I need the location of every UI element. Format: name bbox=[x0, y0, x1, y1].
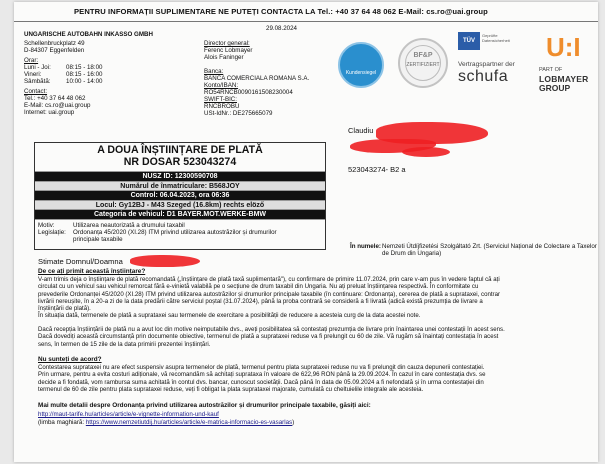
why-line: înștiințării de plată). bbox=[38, 305, 91, 313]
why-line: prevederile Ordonanței 45/2020 (XI.28) ITM privind utilizarea autostrăzilor și drumurilor principale taxabile (în continuare: Ordonanța), cererea de plată a suprataxei, contrar bbox=[38, 290, 501, 298]
customer-seal-label: Kundensiegel bbox=[345, 70, 377, 76]
payment-notice-box bbox=[34, 142, 326, 250]
contact-header bbox=[14, 2, 598, 22]
contact-info-line: PENTRU INFORMAȚII SUPLIMENTARE NE PUTEȚI CONTACTA LA Tel.: +40 37 64 48 062 E-Mail: cs.ro@uai.group bbox=[74, 7, 488, 16]
certified-seal-logo bbox=[398, 38, 448, 88]
hours-time-3: 10:00 - 14:00 bbox=[66, 78, 103, 85]
notice-file-number: NR DOSAR 523043274 bbox=[123, 156, 237, 168]
control-date: Control: 06.04.2023, ora 06:36 bbox=[35, 190, 325, 200]
contest-line: Dacă recepția înștiințării de plată nu a avut loc din motive neimputabile dvs., aveți posibilitatea să contestați prezumția de livrare prin înaintarea unei contestații în acest sens. bbox=[38, 326, 505, 333]
legislation-value-1: Ordonanța 45/2020 (XI.28) ITM privind utilizarea autostrăzilor și drumurilor bbox=[73, 229, 277, 236]
contact-title: Contact: bbox=[24, 88, 48, 95]
director-name-1: Ferenc Lobmayer bbox=[204, 47, 253, 54]
hours-time-1: 08:15 - 18:00 bbox=[66, 64, 103, 71]
hours-title: Orar: bbox=[24, 57, 39, 64]
recipient-name: Claudiu bbox=[348, 126, 374, 135]
partner-label: Vertragspartner der bbox=[458, 61, 515, 68]
why-line: În situația dată, termenele de plată a suprataxei sau termenele de exercitare a posibilității de reducere a acesteia curg de la data acestei note. bbox=[38, 312, 421, 320]
license-plate: Numărul de înmatriculare: B568JOY bbox=[35, 181, 325, 191]
contact-tel: Tel.: +40 37 64 48 062 bbox=[24, 95, 86, 102]
seal-certified: ZERTIFIZIERT bbox=[406, 62, 440, 68]
on-behalf-label: În numele: bbox=[350, 243, 381, 250]
info-link-hu[interactable]: https://www.nemzetiutdij.hu/articles/article/e-matrica-informacio-es-vasarlas bbox=[85, 419, 293, 426]
greeting: Stimate Domnul/Doamna bbox=[38, 257, 123, 266]
swift-value: RNCBROBU bbox=[204, 103, 240, 110]
motiv-value: Utilizarea neautorizată a drumului taxabil bbox=[73, 222, 185, 229]
tuv-subtitle bbox=[482, 33, 510, 43]
on-behalf-text-1: Nemzeti Útdíjfizetési Szolgáltató Zrt. (Serviciul Național de Colectare a Taxelor bbox=[382, 243, 597, 250]
swift-label: SWIFT-BIC: bbox=[204, 96, 237, 103]
hu-close: ) bbox=[292, 419, 295, 426]
control-location: Locul: Gy12BJ - M43 Szeged (16.8km) rechts elöző bbox=[35, 200, 325, 210]
disagree-line: Contestarea suprataxei nu are efect suspensiv asupra termenelor de plată, termenul pentru plata suprataxei reduse nu va fi prelungit din cauza depunerii contestației. bbox=[38, 364, 485, 371]
hours-time-2: 08:15 - 16:00 bbox=[66, 71, 103, 78]
nusz-id: NUSZ ID: 12300590708 bbox=[35, 171, 325, 181]
why-line: circulat cu un vehicul sau vehicul remorcat fără e-vinietă valabilă pe o secțiune de drum taxabil din Ungaria. Nu ați preluat înștiințarea respectivă. În conformitate cu bbox=[38, 283, 479, 291]
disagree-line: termenul de 60 de zile pentru plata suprataxei reduse, veți fi obligat la plata suprataxei majorate, cumulată cu cheltuielile integrale ale acesteia. bbox=[38, 385, 424, 393]
why-line: V-am trimis deja o înștiințare de plată recomandată („înștiințare de plată taxă suplimentară"), cu confirmare de primire 11.07.2024, prin care v-am pus în vedere faptul că ați bbox=[38, 276, 500, 283]
company-address-1: Schellenbruckplatz 49 bbox=[24, 40, 85, 47]
more-info-heading: Mai multe detalii despre Ordonanța privind utilizarea autostrăzilor și drumurilor principale taxabile, găsiți aici: bbox=[38, 402, 371, 409]
why-heading: De ce ați primit această înștiințare? bbox=[38, 268, 146, 275]
disagree-line: Prin urmare, pentru a evita costuri adiționale, vă recomandăm să achitați suprataxa în valoare de 622,96 RON până la 29.09.2024. În cazul în care contestația dvs. se bbox=[38, 371, 486, 379]
why-line: livrării nereușite, în a 20-a zi de la data predării către serviciul poștal (31.07.2024), până la proba contrară se consideră a fi livrată (adică există prezumția de livrare a bbox=[38, 297, 483, 305]
bank-name: BANCA COMERCIALA ROMANA S.A. bbox=[204, 75, 310, 82]
uai-logo: U:I bbox=[546, 32, 581, 62]
legislation-label: Legislație: bbox=[38, 229, 66, 236]
hours-day-3: Sâmbătă: bbox=[24, 78, 51, 85]
iban-value: RO54RNCB0090161508230004 bbox=[204, 89, 293, 96]
box-divider bbox=[35, 219, 325, 220]
info-link-hu-row bbox=[38, 419, 294, 426]
hours-day-2: Vineri: bbox=[24, 71, 42, 78]
customer-seal-logo bbox=[338, 42, 384, 88]
redaction-mark bbox=[130, 255, 200, 267]
part-of-label: PART OF bbox=[539, 67, 563, 73]
motiv-label: Motiv: bbox=[38, 222, 55, 229]
letter-page bbox=[14, 2, 598, 462]
contest-line: sens, în termen de 15 zile de la data primirii prezentei înștiințări. bbox=[38, 340, 211, 348]
seal-brand: BF&P bbox=[413, 52, 433, 59]
contact-email: E-Mail: cs.ro@uai.group bbox=[24, 102, 91, 109]
disagree-paragraph bbox=[38, 364, 593, 393]
lobmayer-label: LOBMAYER bbox=[539, 74, 589, 84]
why-paragraph bbox=[38, 276, 593, 320]
redaction-mark bbox=[402, 147, 450, 157]
contest-paragraph bbox=[38, 326, 593, 348]
group-label: GROUP bbox=[539, 83, 571, 93]
info-link-de[interactable]: http://maut-tarife.hu/articles/article/e-vignette-information-und-kauf bbox=[38, 411, 219, 418]
tuv-logo: TÜV bbox=[458, 32, 480, 50]
iban-label: Konto/IBAN: bbox=[204, 82, 239, 89]
tuv-sub-1: Geprüfte bbox=[482, 33, 498, 38]
recipient-reference: 523043274- B2 a bbox=[348, 165, 406, 174]
director-title: Director general: bbox=[204, 40, 250, 47]
bank-title: Banca: bbox=[204, 68, 224, 75]
contest-line: Dacă dovediți această circumstanță prin documente obiective, termenul de plată a suprataxei reduse va fi prelungit cu 60 de zile. Vă rugăm să înaintați contestația în acest bbox=[38, 333, 499, 341]
director-name-2: Alois Faninger bbox=[204, 54, 244, 61]
on-behalf-text-2: de Drum din Ungaria) bbox=[382, 250, 442, 257]
legislation-value-2: principale taxabile bbox=[73, 236, 123, 243]
disagree-heading: Nu sunteți de acord? bbox=[38, 356, 102, 363]
notice-title: A DOUA ÎNȘTIINȚARE DE PLATĂ bbox=[97, 144, 263, 156]
company-name: UNGARISCHE AUTOBAHN INKASSO GMBH bbox=[24, 31, 153, 38]
vat-number: USt-IdNr.: DE275665079 bbox=[204, 110, 273, 117]
schufa-logo: schufa bbox=[458, 68, 509, 85]
letter-date: 29.08.2024 bbox=[266, 25, 297, 32]
company-address-2: D-84307 Eggenfelden bbox=[24, 47, 85, 54]
hours-day-1: Luni - Joi: bbox=[24, 64, 51, 71]
tuv-sub-2: Datensicherheit bbox=[482, 38, 510, 43]
vehicle-category: Categoria de vehicul: D1 BAYER.MOT.WERKE-BMW bbox=[35, 209, 325, 219]
contact-web: Internet: uai.group bbox=[24, 109, 75, 116]
disagree-line: decide a fi fondată, vom rambursa suma achitată în contul dvs. bancar, cunoscut societății. Dacă până în data de 05.09.2024 a fi nefondată și în urma contestației din bbox=[38, 378, 484, 386]
hu-label: (limba maghiară: bbox=[38, 419, 86, 426]
